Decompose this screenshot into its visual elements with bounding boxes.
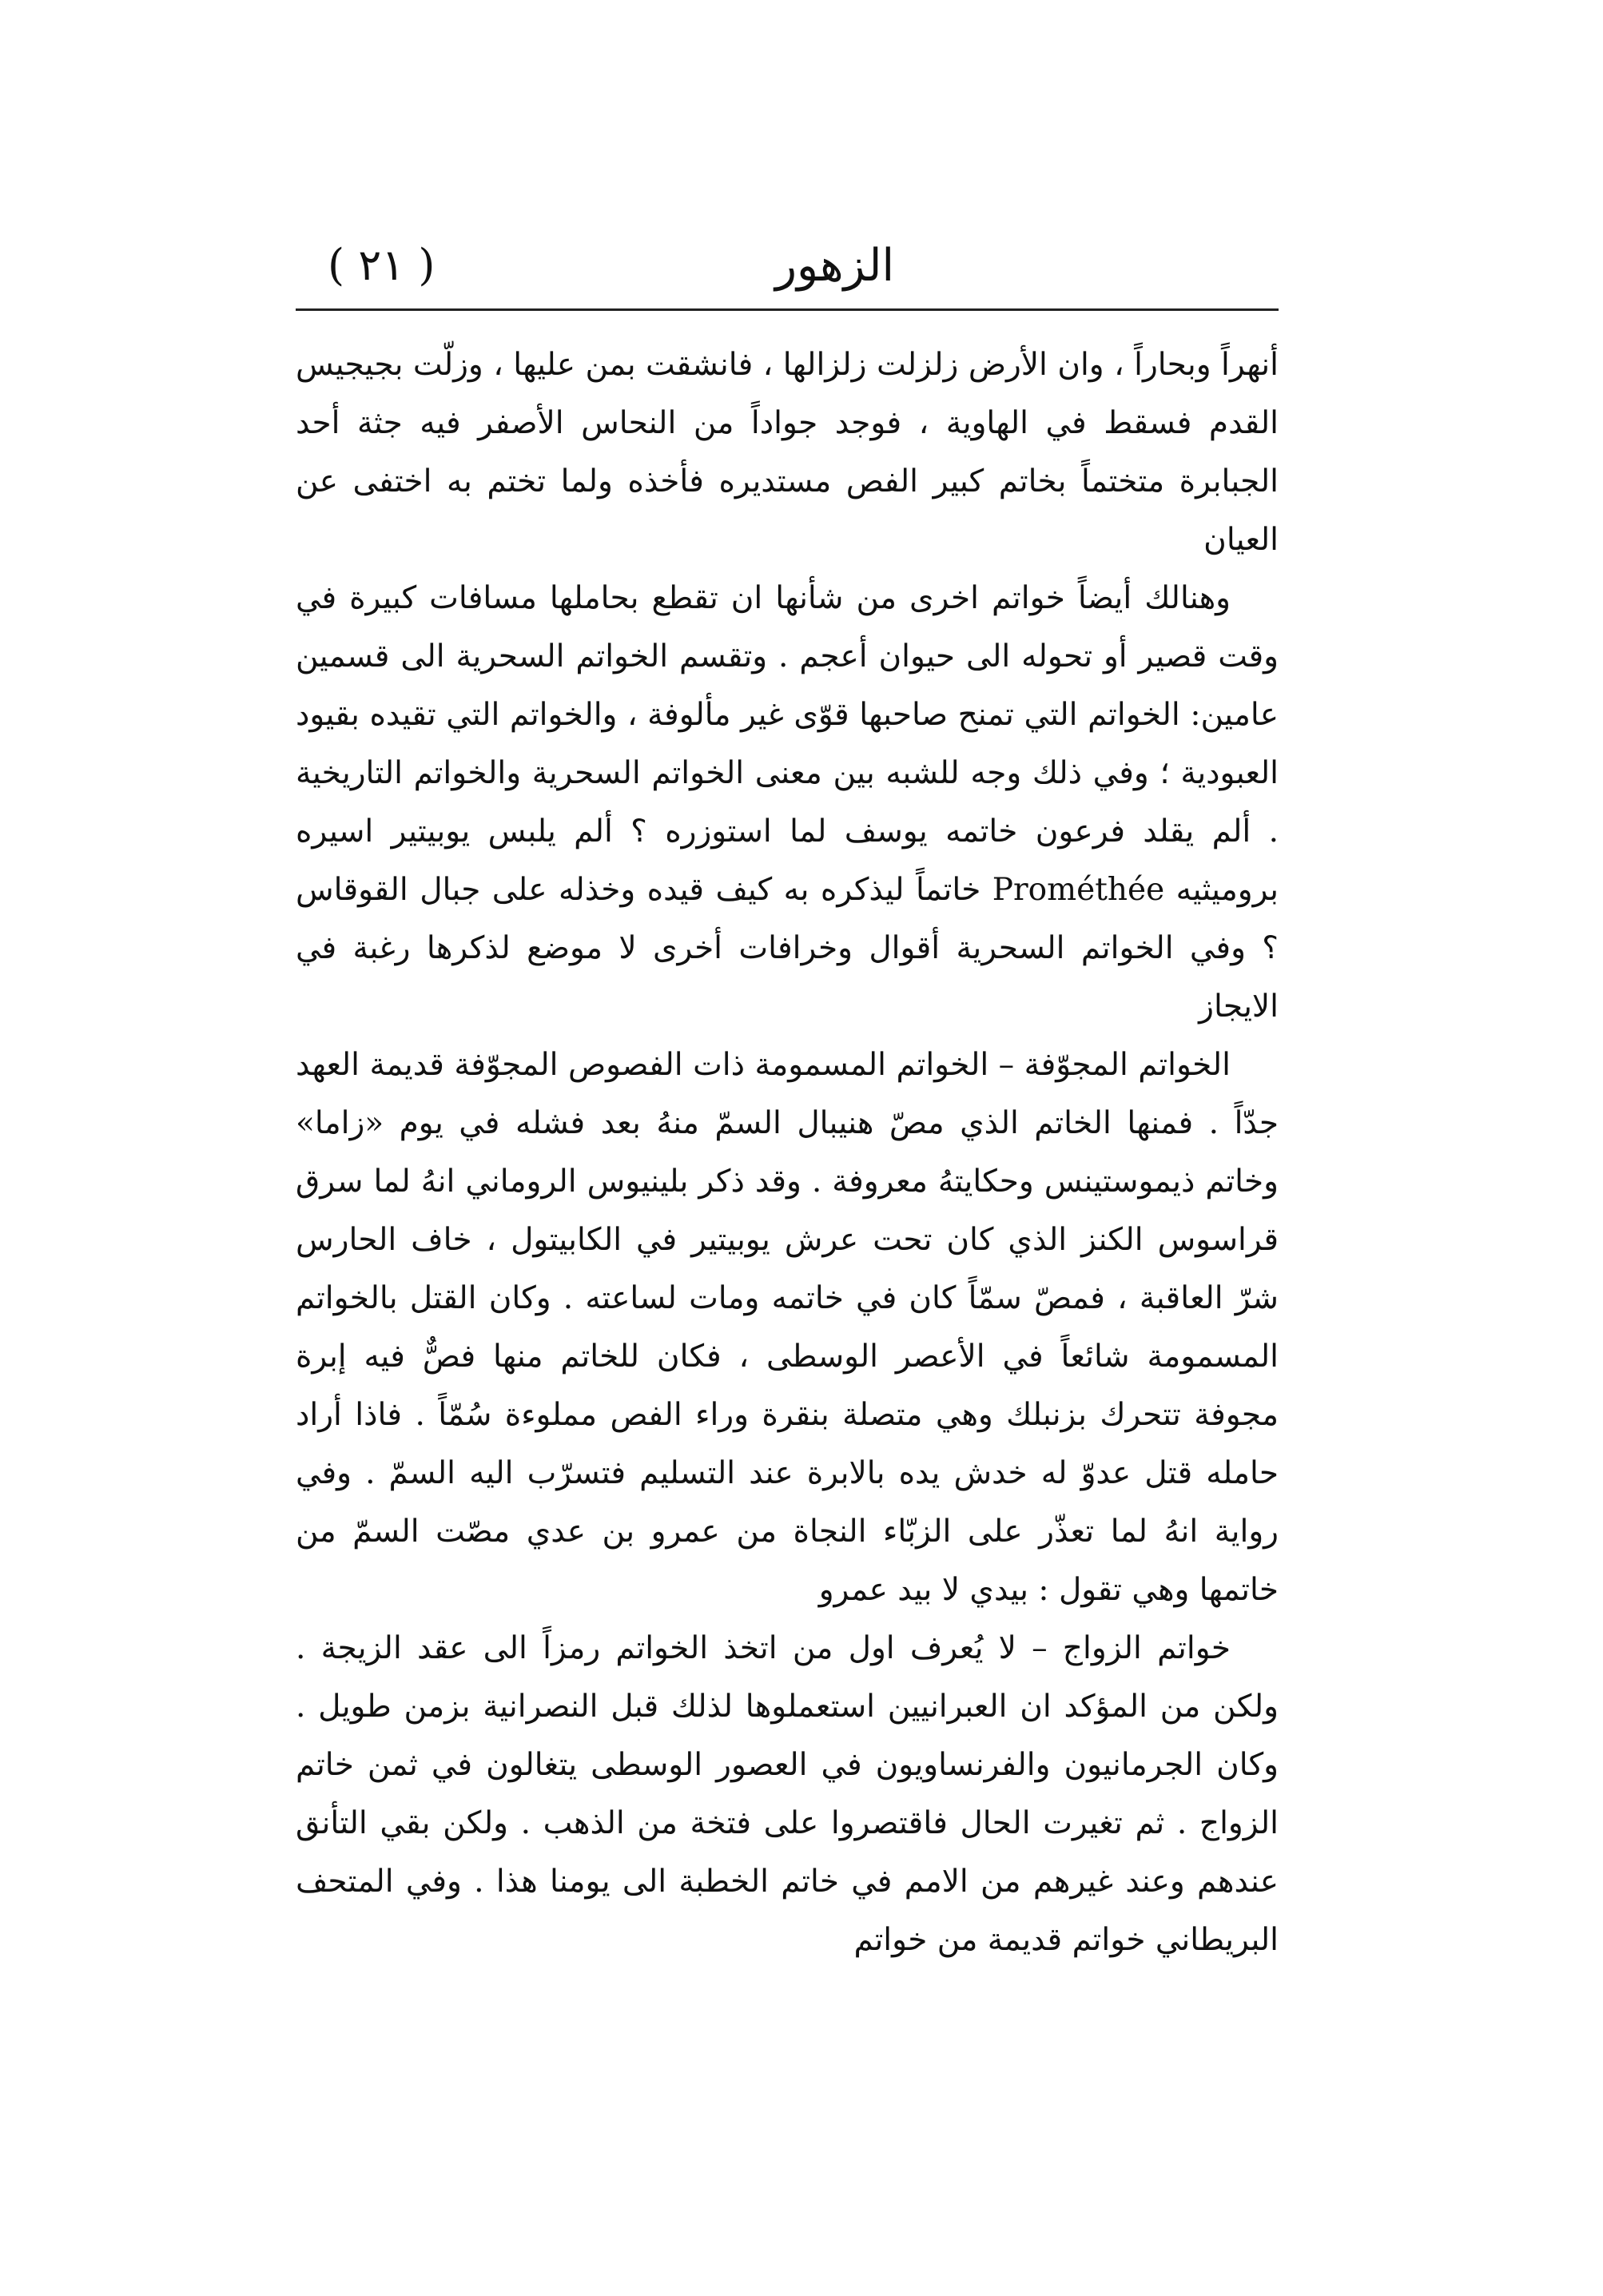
paragraph-1: أنهراً وبحاراً ، وان الأرض زلزلت زلزالها ، فانشقت بمن عليها ، وزلّت بجيجيس القدم فسقط في الهاوية ، فوجد جواداً من النحاس الأصفر فيه جثة أحد الجبابرة متختماً بخاتم كبير الفص مستديره فأخذه ولما تختم به اختفى عن العيان [296,347,1279,558]
body-text [296,336,1279,1969]
page-number: ( ٢١ ) [328,240,436,290]
running-title: الزهور [775,240,895,292]
header-rule [296,308,1279,311]
page-header [296,240,1279,304]
paragraph-4: خواتم الزواج – لا يُعرف اول من اتخذ الخواتم رمزاً الى عقد الزيجة . ولكن من المؤكد ان العبرانيين استعملوها لذلك قبل النصرانية بزمن طويل . وكان الجرمانيون والفرنساويون في العصور الوسطى يتغالون في ثمن خاتم الزواج . ثم تغيرت الحال فاقتصروا على فتخة من الذهب . ولكن بقي التأنق عندهم وعند غيرهم من الامم في خاتم الخطبة الى يومنا هذا . وفي المتحف البريطاني خواتم قديمة من خواتم [296,1630,1279,1958]
paragraph-2: وهنالك أيضاً خواتم اخرى من شأنها ان تقطع بحاملها مسافات كبيرة في وقت قصير أو تحوله الى حيوان أعجم . وتقسم الخواتم السحرية الى قسمين عامين: الخواتم التي تمنح صاحبها قوّى غير مألوفة ، والخواتم التي تقيده بقيود العبودية ؛ وفي ذلك وجه للشبه بين معنى الخواتم السحرية والخواتم التاريخية . ألم يقلد فرعون خاتمه يوسف لما استوزره ؟ ألم يلبس يوبيتير اسيره بروميثيه Prométhée خاتماً ليذكره به كيف قيده وخذله على جبال القوقاس ؟ وفي الخواتم السحرية أقوال وخرافات أخرى لا موضع لذكرها رغبة في الايجاز [296,580,1279,1025]
paragraph-3: الخواتم المجوّفة – الخواتم المسمومة ذات الفصوص المجوّفة قديمة العهد جدّاً . فمنها الخاتم الذي مصّ هنيبال السمّ منهُ بعد فشله في يوم «زاما» وخاتم ذيموستينس وحكايتهُ معروفة . وقد ذكر بلينيوس الروماني انهُ لما سرق قراسوس الكنز الذي كان تحت عرش يوبيتير في الكابيتول ، خاف الحارس شرّ العاقبة ، فمصّ سمّاً كان في خاتمه ومات لساعته . وكان القتل بالخواتم المسمومة شائعاً في الأعصر الوسطى ، فكان للخاتم منها فصٌّ فيه إبرة مجوفة تتحرك بزنبلك وهي متصلة بنقرة وراء الفص مملوءة سُمّاً . فاذا أراد حامله قتل عدوّ له خدش يده بالابرة عند التسليم فتسرّب اليه السمّ . وفي رواية انهُ لما تعذّر على الزبّاء النجاة من عمرو بن عدي مصّت السمّ من خاتمها وهي تقول : بيدي لا بيد عمرو [296,1047,1279,1608]
